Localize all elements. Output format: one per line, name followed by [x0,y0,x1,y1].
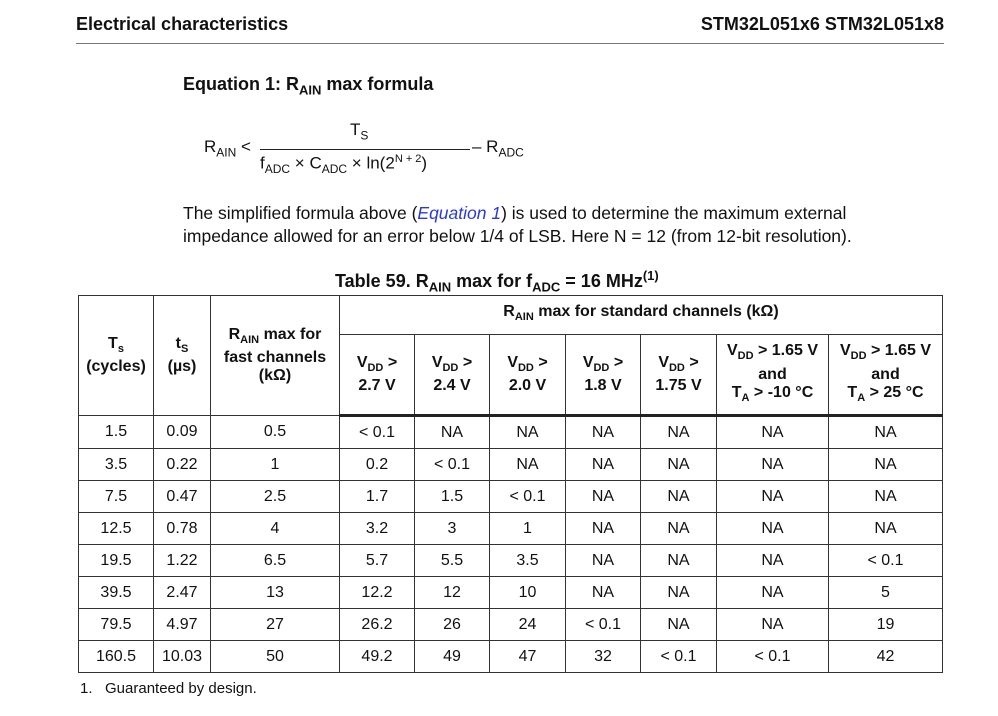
table-cell: 0.09 [154,416,211,449]
header-vdd-2-0: $V_{DD}$ > 2.0 V [490,335,566,416]
table-cell: NA [717,449,829,481]
table-cell: < 0.1 [641,641,717,673]
header-vdd-2-7: $V_{DD}$ > 2.7 V [340,335,415,416]
table-footnote: 1. Guaranteed by design. [80,680,257,697]
rain-formula [204,120,544,180]
table-cell: 24 [490,609,566,641]
table-cell: 39.5 [79,577,154,609]
table-cell: 0.22 [154,449,211,481]
table-cell: NA [717,481,829,513]
table-cell: 32 [566,641,641,673]
table-cell: NA [829,416,943,449]
formula-rhs: – $R_{ADC}$ [472,137,524,160]
header-divider [76,43,944,44]
table-cell: NA [641,513,717,545]
fraction-bar [260,149,470,150]
table-row [79,449,943,481]
table-cell: NA [415,416,490,449]
table-row [79,641,943,673]
table-cell: NA [641,609,717,641]
table-cell: 1 [211,449,340,481]
table-cell: NA [641,449,717,481]
table-cell: 5.5 [415,545,490,577]
table-cell: NA [717,609,829,641]
section-title: Electrical characteristics [76,14,289,34]
header-fast-channels: $R_{AIN}$ max for fast channels (kΩ) [211,296,340,416]
table-cell: NA [829,481,943,513]
table-cell: < 0.1 [490,481,566,513]
table-cell: 26.2 [340,609,415,641]
table-cell: NA [641,545,717,577]
formula-numerator: $T_S$ [350,120,369,143]
table-cell: NA [829,449,943,481]
table-cell: NA [717,577,829,609]
table-cell: 19.5 [79,545,154,577]
table-cell: 1.22 [154,545,211,577]
table-cell: 12.2 [340,577,415,609]
table-cell: 6.5 [211,545,340,577]
table-cell: 1.7 [340,481,415,513]
table-cell: < 0.1 [829,545,943,577]
table-cell: 0.5 [211,416,340,449]
table-cell: 0.2 [340,449,415,481]
document-part-number: STM32L051x6 STM32L051x8 [700,14,944,34]
table-cell: < 0.1 [717,641,829,673]
table-cell: 1 [490,513,566,545]
table-cell: 26 [415,609,490,641]
table-cell: NA [566,545,641,577]
table-cell: 47 [490,641,566,673]
formula-lhs: $R_{AIN}$ < [204,137,251,160]
table-cell: 2.5 [211,481,340,513]
explanation-paragraph: The simplified formula above (Equation 1) is used to determine the maximum external impedance allowed for an error below 1/4 of LSB. Here N = 12 (from 12-bit resolution). [183,203,852,246]
table-cell: 3.2 [340,513,415,545]
table-cell: 12.5 [79,513,154,545]
table-cell: 160.5 [79,641,154,673]
table-cell: 19 [829,609,943,641]
header-vdd-1-65-ta-25: $V_{DD} > 1.65$ V and $T_A > 25$ °C [829,335,943,416]
table-cell: NA [641,416,717,449]
table-cell: 42 [829,641,943,673]
formula-denominator: $f_{ADC} \times C_{ADC} \times \ln(2^{N + 2})$ [260,153,428,177]
table-row [79,481,943,513]
header-ts-us: $t_S$ (µs) [154,296,211,416]
header-vdd-1-8: $V_{DD}$ > 1.8 V [566,335,641,416]
equation-link[interactable]: Equation 1 [417,203,502,223]
table-cell: 10 [490,577,566,609]
table-body [79,416,943,673]
table-cell: 5.7 [340,545,415,577]
table-cell: NA [641,481,717,513]
table-cell: 7.5 [79,481,154,513]
table-cell: 13 [211,577,340,609]
table-cell: 0.47 [154,481,211,513]
table-cell: NA [641,577,717,609]
table-cell: 3 [415,513,490,545]
table-cell: NA [829,513,943,545]
table-cell: < 0.1 [340,416,415,449]
table-cell: 3.5 [79,449,154,481]
table-cell: 79.5 [79,609,154,641]
table-row [79,545,943,577]
table-cell: NA [566,449,641,481]
table-cell: NA [490,449,566,481]
table-cell: 4.97 [154,609,211,641]
table-cell: NA [717,545,829,577]
header-vdd-1-75: $V_{DD}$ > 1.75 V [641,335,717,416]
table-row [79,416,943,449]
table-cell: 1.5 [79,416,154,449]
table-cell: 27 [211,609,340,641]
table-cell: 49 [415,641,490,673]
table-cell: NA [566,513,641,545]
table-cell: 0.78 [154,513,211,545]
table-cell: NA [566,577,641,609]
table-title: Table 59. $R_{AIN}$ max for $f_{ADC} = 16$ MHz$^{(1)}$ [335,268,659,295]
table-cell: < 0.1 [566,609,641,641]
table-cell: 3.5 [490,545,566,577]
equation-title: Equation 1: $R_{AIN}$ max formula [183,74,434,98]
table-cell: NA [490,416,566,449]
table-row [79,513,943,545]
table-cell: NA [566,481,641,513]
table-cell: NA [566,416,641,449]
table-cell: NA [717,513,829,545]
table-cell: 50 [211,641,340,673]
header-vdd-1-65-ta-m10: $V_{DD} > 1.65$ V and $T_A > -10$ °C [717,335,829,416]
table-cell: < 0.1 [415,449,490,481]
table-cell: 12 [415,577,490,609]
table-cell: 1.5 [415,481,490,513]
table-cell: 10.03 [154,641,211,673]
table-cell: 5 [829,577,943,609]
header-vdd-2-4: $V_{DD}$ > 2.4 V [415,335,490,416]
table-cell: NA [717,416,829,449]
table-cell: 4 [211,513,340,545]
table-cell: 49.2 [340,641,415,673]
table-cell: 2.47 [154,577,211,609]
table-row [79,577,943,609]
rain-max-table [78,295,943,673]
table-row [79,609,943,641]
header-standard-channels: $R_{AIN}$ max for standard channels (kΩ) [340,296,943,335]
header-ts-cycles: $T_s$ (cycles) [79,296,154,416]
